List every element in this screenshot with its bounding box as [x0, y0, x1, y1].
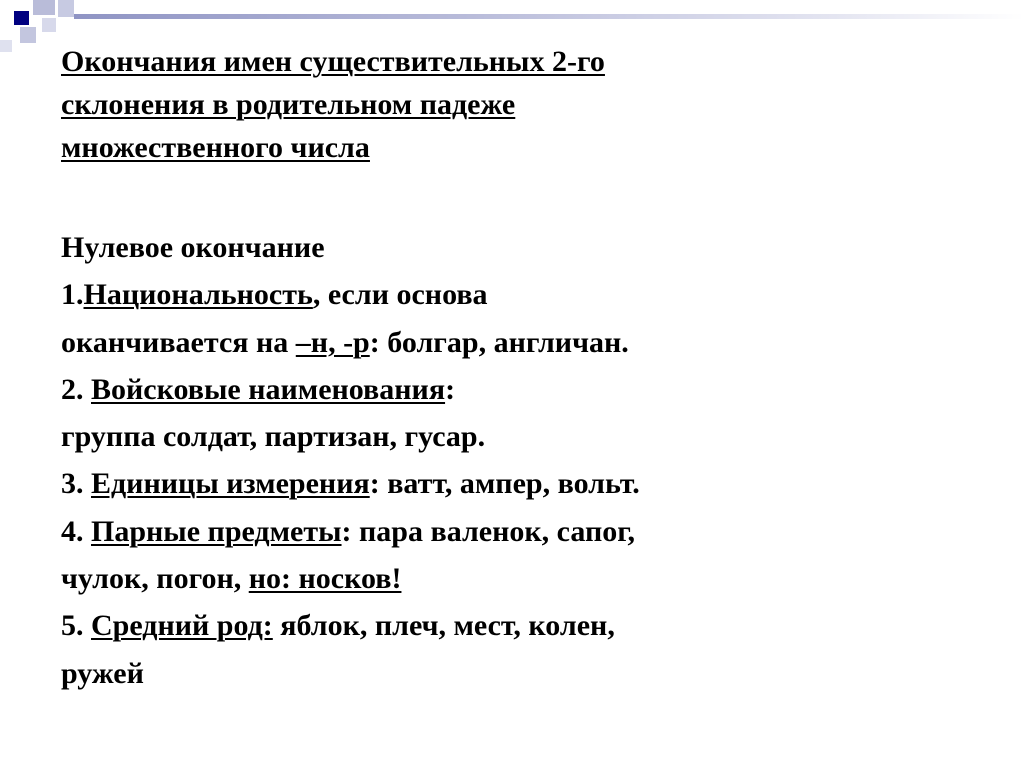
top-decor-bar [74, 14, 1024, 19]
rule-number: 3. [61, 467, 91, 501]
rule-term: Средний род: [91, 609, 273, 643]
decor-square [0, 40, 12, 52]
rule-number: 4. [61, 514, 91, 548]
rule-number: 5. [61, 609, 91, 643]
decor-square [20, 27, 36, 43]
rule-examples: ружей [61, 656, 144, 690]
rule-term: Войсковые наименования [91, 372, 446, 406]
rule-examples: чулок, погон, [61, 562, 249, 596]
rule-endings: –н, -р [295, 325, 370, 359]
title-line: Окончания имен существительных 2-го [61, 45, 605, 78]
rule-exception: но: носков! [248, 562, 402, 596]
rule-item-1-cont [61, 319, 961, 366]
zero-ending-heading: Нулевое окончание [61, 231, 325, 264]
rule-colon: : [445, 372, 456, 406]
slide-title [61, 40, 821, 169]
decor-square [33, 0, 55, 15]
rule-examples: : болгар, англичан. [369, 325, 629, 359]
rule-examples: : пара валенок, сапог, [341, 514, 635, 548]
rule-item-4 [61, 508, 961, 555]
rule-item-1 [61, 271, 961, 318]
rule-term: Национальность [83, 278, 313, 312]
rule-item-3 [61, 460, 961, 507]
slide-body [61, 224, 961, 697]
rule-examples: : ватт, ампер, вольт. [369, 467, 640, 501]
rule-item-5 [61, 602, 961, 649]
rule-examples: группа солдат, партизан, гусар. [61, 420, 486, 454]
decor-square [58, 0, 74, 17]
rule-text: оканчивается на [61, 325, 296, 359]
rule-term: Единицы измерения [91, 467, 370, 501]
rule-term: Парные предметы [91, 514, 342, 548]
decor-square [14, 11, 29, 25]
rule-number: 1. [61, 278, 84, 312]
title-line: множественного числа [61, 131, 370, 164]
title-line: склонения в родительном падеже [61, 88, 516, 121]
decor-square [42, 18, 56, 32]
rule-number: 2. [61, 372, 91, 406]
rule-examples: яблок, плеч, мест, колен, [272, 609, 615, 643]
rule-item-4-cont [61, 555, 961, 602]
rule-text: , если основа [312, 278, 488, 312]
rule-item-2 [61, 366, 961, 413]
